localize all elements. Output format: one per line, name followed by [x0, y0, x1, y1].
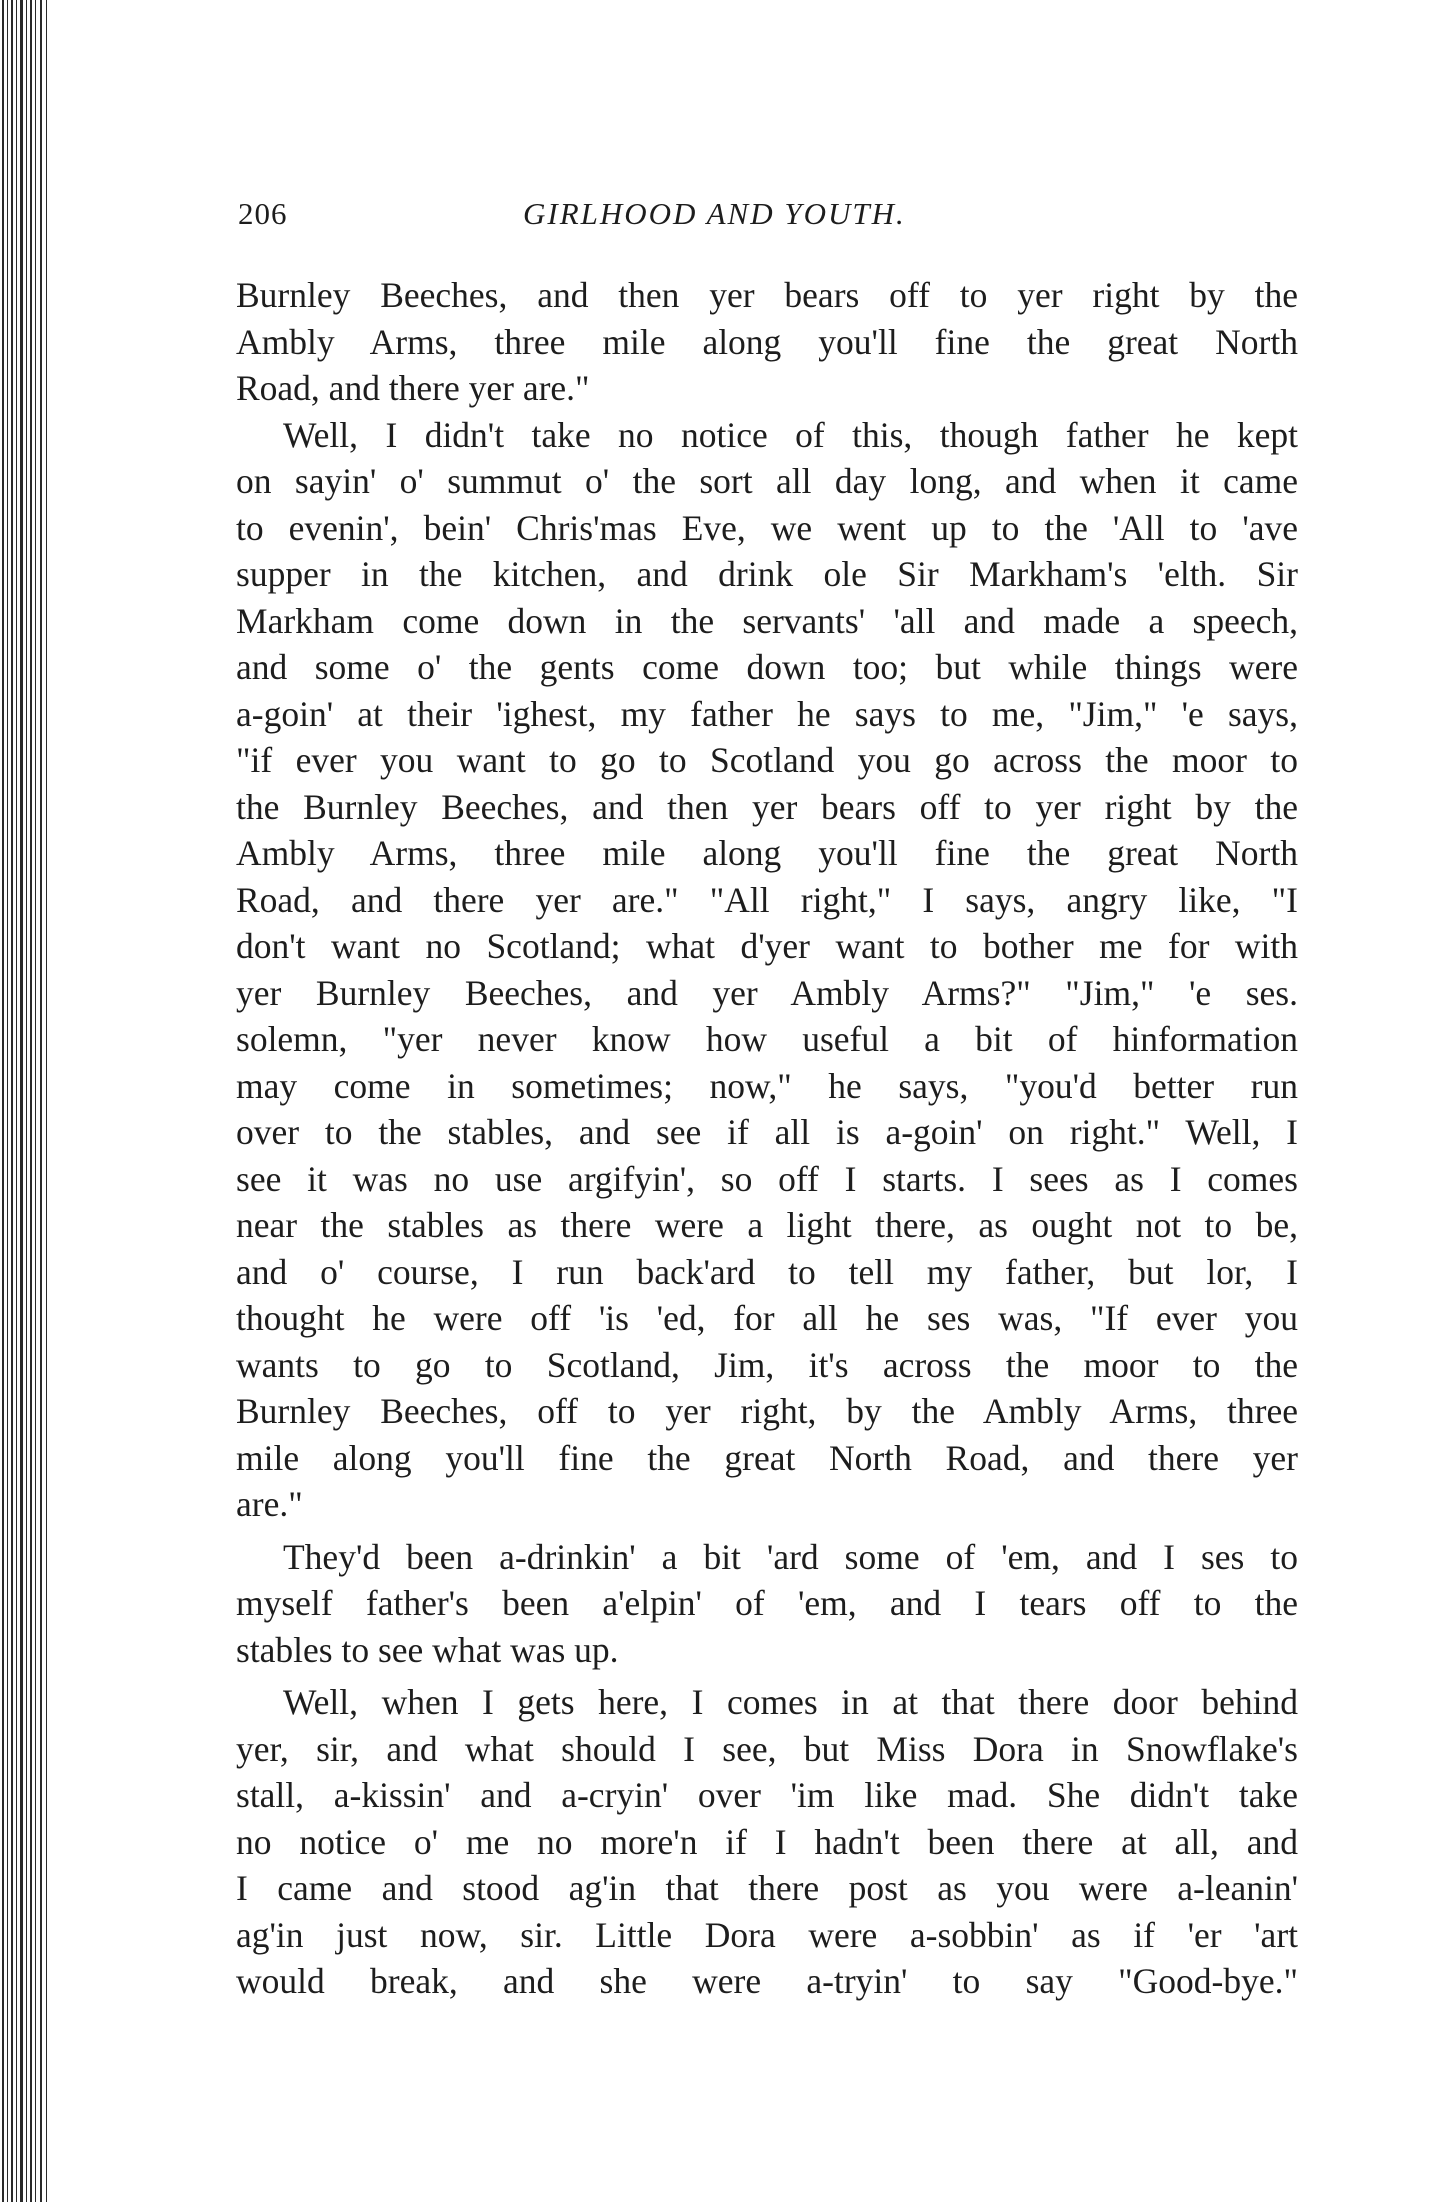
paragraph [236, 1534, 1298, 1674]
text-line: stall, a-kissin' and a-cryin' over 'im like mad. She didn't take [236, 1775, 1298, 1815]
text-line: yer Burnley Beeches, and yer Ambly Arms?" "Jim," 'e ses. [236, 972, 1298, 1013]
text-line: no notice o' me no more'n if I hadn't been there at all, and [236, 1821, 1298, 1862]
text-line: may come in sometimes; now," he says, "you'd better run [236, 1065, 1298, 1106]
text-line: Well, when I gets here, I comes in at that there door behind [283, 1682, 1298, 1722]
text-line: ag'in just now, sir. Little Dora were a-sobbin' as if 'er 'art [236, 1914, 1298, 1955]
paragraph [236, 1679, 1298, 2005]
text-line: Ambly Arms, three mile along you'll fine the great North [236, 833, 1298, 873]
page-number: 206 [238, 196, 288, 231]
body-text [236, 272, 1298, 2005]
text-line: a-goin' at their 'ighest, my father he says to me, "Jim," 'e says, [236, 693, 1298, 734]
paragraph [236, 412, 1298, 1528]
text-line: Road, and there yer are." "All right," I says, angry like, "I [236, 879, 1298, 920]
text-line: thought he were off 'is 'ed, for all he ses was, "If ever you [236, 1298, 1298, 1338]
text-line: see it was no use argifyin', so off I starts. I sees as I comes [236, 1158, 1298, 1199]
text-line: wants to go to Scotland, Jim, it's across the moor to the [236, 1344, 1298, 1385]
text-line: over to the stables, and see if all is a-goin' on right." Well, I [236, 1112, 1298, 1152]
text-line: are." [236, 1484, 303, 1524]
text-line: I came and stood ag'in that there post as you were a-leanin' [236, 1868, 1298, 1908]
paragraph [236, 272, 1298, 412]
text-line: mile along you'll fine the great North Road, and there yer [236, 1437, 1298, 1478]
text-line: and some o' the gents come down too; but while things were [236, 647, 1298, 687]
text-line: and o' course, I run back'ard to tell my father, but lor, I [236, 1251, 1298, 1292]
text-line: Road, and there yer are." [236, 368, 590, 408]
text-line: solemn, "yer never know how useful a bit of hinformation [236, 1019, 1298, 1059]
text-line: myself father's been a'elpin' of 'em, and I tears off to the [236, 1583, 1298, 1623]
text-line: to evenin', bein' Chris'mas Eve, we went up to the 'All to 'ave [236, 507, 1298, 548]
text-line: "if ever you want to go to Scotland you go across the moor to [236, 740, 1298, 780]
page-header [238, 196, 1298, 242]
text-line: on sayin' o' summut o' the sort all day long, and when it came [236, 461, 1298, 501]
text-line: Markham come down in the servants' 'all and made a speech, [236, 600, 1298, 641]
text-line: don't want no Scotland; what d'yer want to bother me for with [236, 926, 1298, 966]
text-line: Burnley Beeches, and then yer bears off to yer right by the [236, 275, 1298, 315]
running-title: GIRLHOOD AND YOUTH. [523, 196, 906, 231]
text-line: They'd been a-drinkin' a bit 'ard some of 'em, and I ses to [283, 1536, 1298, 1577]
text-line: stables to see what was up. [236, 1629, 619, 1670]
text-line: supper in the kitchen, and drink ole Sir Markham's 'elth. Sir [236, 554, 1298, 594]
text-line: Well, I didn't take no notice of this, though father he kept [283, 414, 1298, 455]
text-line: would break, and she were a-tryin' to say "Good-bye." [236, 1961, 1298, 2001]
text-line: yer, sir, and what should I see, but Miss Dora in Snowflake's [236, 1728, 1298, 1769]
text-line: the Burnley Beeches, and then yer bears off to yer right by the [236, 786, 1298, 827]
page-binding-edge [0, 0, 52, 2202]
text-line: near the stables as there were a light there, as ought not to be, [236, 1205, 1298, 1245]
text-line: Ambly Arms, three mile along you'll fine the great North [236, 321, 1298, 362]
text-line: Burnley Beeches, off to yer right, by the Ambly Arms, three [236, 1391, 1298, 1431]
